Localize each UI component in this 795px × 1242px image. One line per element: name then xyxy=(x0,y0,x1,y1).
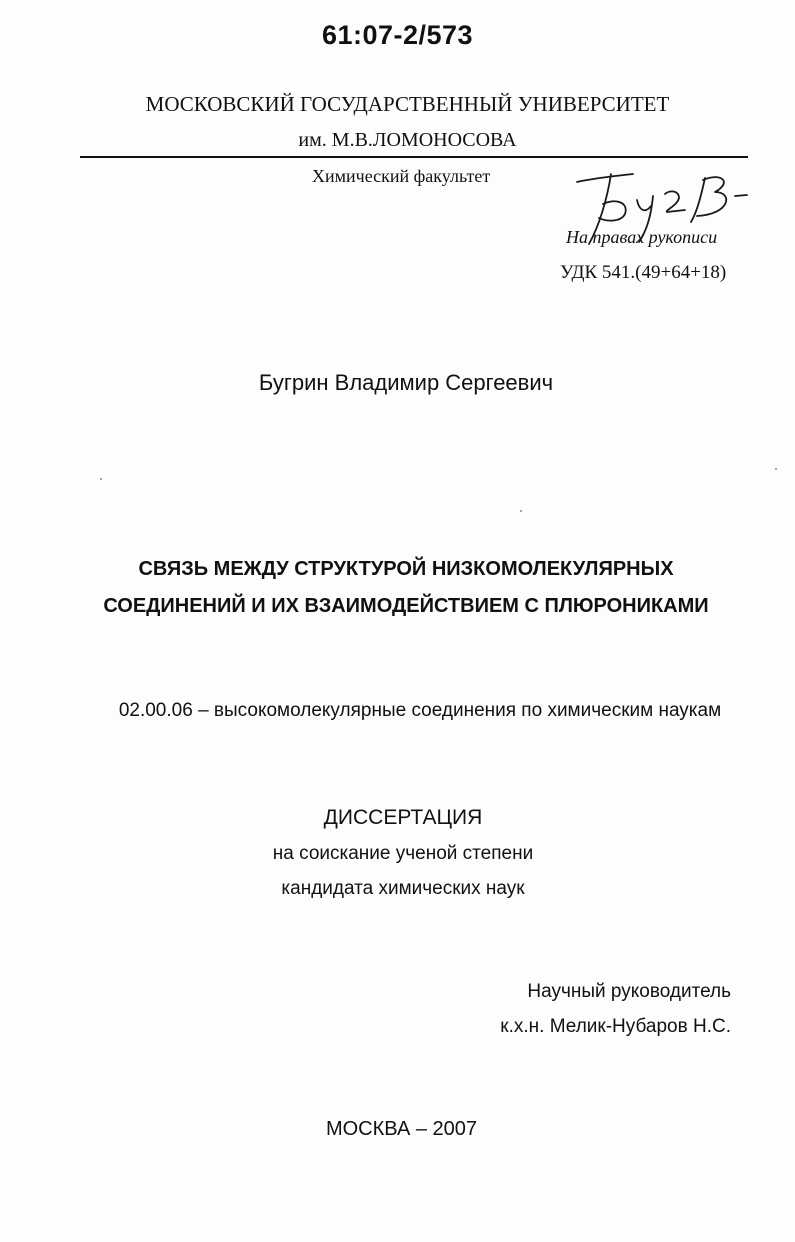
scan-speck xyxy=(520,510,522,512)
city-year: МОСКВА – 2007 xyxy=(325,1118,478,1140)
author-name: Бугрин Владимир Сергеевич xyxy=(258,370,554,395)
university-name: МОСКОВСКИЙ ГОСУДАРСТВЕННЫЙ УНИВЕРСИТЕТ xyxy=(145,92,670,116)
supervisor-role: Научный руководитель xyxy=(527,981,731,1002)
thesis-title xyxy=(0,551,795,625)
scan-speck xyxy=(775,468,777,470)
faculty-name: Химический факультет xyxy=(312,166,491,186)
manuscript-note: На правах рукописи xyxy=(566,227,718,247)
thesis-title-line: СОЕДИНЕНИЙ И ИХ ВЗАИМОДЕЙСТВИЕМ С ПЛЮРОНИКАМИ xyxy=(103,595,709,617)
specialty-code: 02.00.06 – высокомолекулярные соединения по химическим наукам xyxy=(118,700,722,721)
university-named-after: им. М.В.ЛОМОНОСОВА xyxy=(298,129,517,151)
degree-line: кандидата химических наук xyxy=(281,878,525,899)
thesis-title-line: СВЯЗЬ МЕЖДУ СТРУКТУРОЙ НИЗКОМОЛЕКУЛЯРНЫХ xyxy=(138,558,674,580)
scan-speck xyxy=(100,478,102,480)
header-rule xyxy=(80,156,748,158)
udk-code: УДК 541.(49+64+18) xyxy=(560,262,727,283)
supervisor-name: к.х.н. Мелик-Нубаров Н.С. xyxy=(500,1016,731,1037)
degree-line: на соискание ученой степени xyxy=(272,843,534,864)
archive-code: 61:07-2/573 xyxy=(321,20,474,50)
document-type: ДИССЕРТАЦИЯ xyxy=(323,806,483,829)
